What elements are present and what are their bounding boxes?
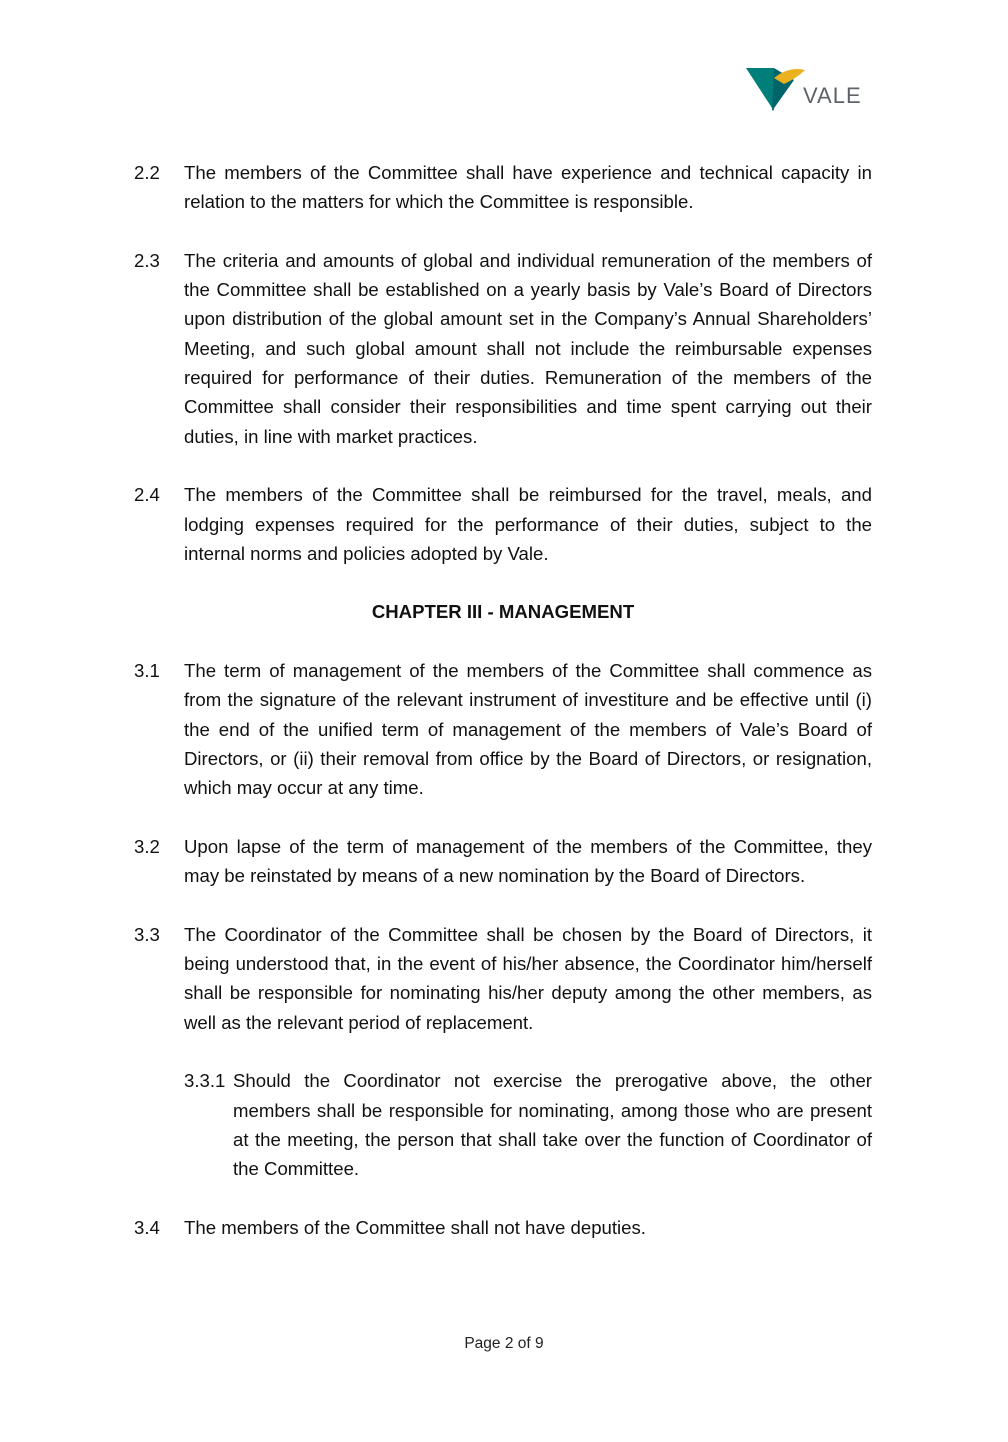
clause-number: 3.4 — [134, 1216, 160, 1238]
clause-number: 3.2 — [134, 835, 160, 857]
clause-text: Upon lapse of the term of management of the members of the Committee, they may be reinstated by means of a new nomination by the Board of Directors. — [184, 835, 872, 887]
clause-text: The members of the Committee shall have experience and technical capacity in relation to the matters for which the Committee is responsible. — [184, 162, 872, 213]
document-body — [134, 158, 872, 1271]
clause-text: The members of the Committee shall be reimbursed for the travel, meals, and lodging expenses required for the performance of their duties, subject to the internal norms and policies adopted by Vale. — [184, 484, 872, 564]
clause-number: 2.2 — [134, 162, 160, 183]
clause-number: 2.4 — [134, 484, 160, 506]
clause-2-3 — [134, 246, 872, 451]
clause-3-2 — [134, 832, 872, 891]
chapter-heading: CHAPTER III - MANAGEMENT — [371, 601, 635, 623]
clause-3-3 — [134, 920, 872, 1037]
clause-text: The criteria and amounts of global and individual remuneration of the members of the Committee shall be established on a yearly basis by Vale’s Board of Directors upon distribution of the global amount set in the Company’s Annual Shareholders’ Meeting, and such global amount shall not include the reimbursable expenses required for performance of their duties. Remuneration of the members of the Committee shall consider their responsibilities and time spent carrying out their duties, in line with market practices. — [184, 249, 872, 447]
subclause-text: Should the Coordinator not exercise the prerogative above, the other members shall be responsible for nominating, among those who are present at the meeting, the person that shall take over the function of Coordinator of the Committee. — [233, 1070, 872, 1180]
clause-number: 3.1 — [134, 660, 160, 682]
logo-text: VALE — [803, 83, 862, 108]
clause-2-4 — [134, 480, 872, 568]
clause-text: The Coordinator of the Committee shall be chosen by the Board of Directors, it being understood that, in the event of his/her absence, the Coordinator him/herself shall be responsible for nominating his/her deputy among the other members, as well as the relevant period of replacement. — [184, 923, 872, 1033]
subclause-number: 3.3.1 — [184, 1070, 226, 1092]
clause-3-3-1 — [184, 1066, 872, 1183]
clause-3-1 — [134, 656, 872, 802]
clause-text: The term of management of the members of the Committee shall commence as from the signature of the relevant instrument of investiture and be effective until (i) the end of the unified term of management of the members of Vale’s Board of Directors, or (ii) their removal from office by the Board of Directors, or resignation, which may occur at any time. — [184, 660, 872, 799]
clause-3-4 — [134, 1213, 872, 1242]
clause-number: 2.3 — [134, 249, 160, 271]
clause-2-2 — [134, 158, 872, 217]
vale-logo — [744, 64, 868, 116]
clause-text: The members of the Committee shall not have deputies. — [184, 1216, 646, 1238]
clause-number: 3.3 — [134, 923, 160, 945]
page-number: Page 2 of 9 — [464, 1335, 544, 1352]
